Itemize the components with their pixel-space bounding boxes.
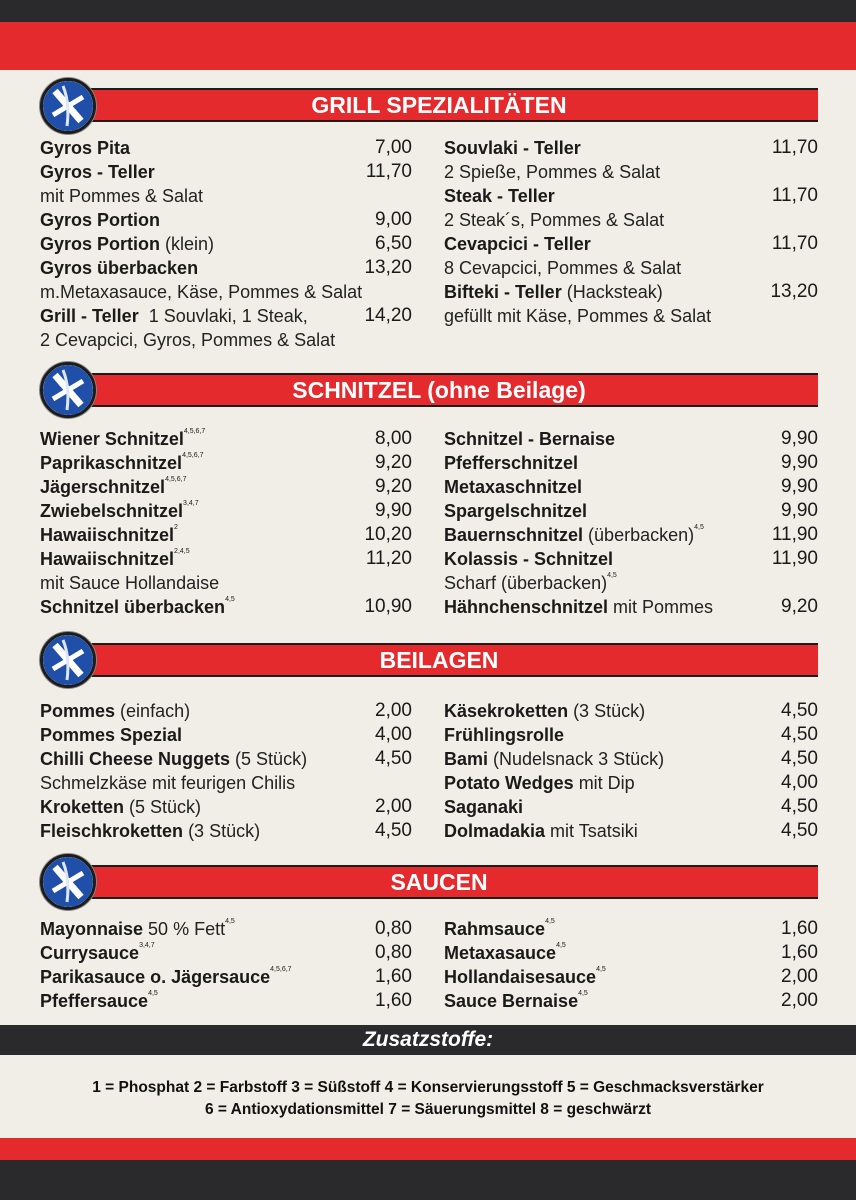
menu-item xyxy=(444,747,818,771)
menu-item xyxy=(40,475,412,499)
item-name: Chilli Cheese Nuggets xyxy=(40,749,231,769)
item-detail: mit Pommes xyxy=(608,597,714,617)
menu-column-left xyxy=(40,136,412,352)
menu-item xyxy=(40,232,412,256)
menu-column-left xyxy=(40,699,412,843)
menu-item xyxy=(444,523,818,547)
additives-title: Zusatzstoffe: xyxy=(0,1025,856,1055)
additive-footnote: 4,5 xyxy=(596,966,606,973)
item-name: Pommes xyxy=(40,701,116,721)
item-name: Metaxaschnitzel xyxy=(444,477,583,497)
item-price: 14,20 xyxy=(364,305,412,326)
item-price: 2,00 xyxy=(781,966,818,987)
item-price: 13,20 xyxy=(364,257,412,278)
item-name: Zwiebelschnitzel xyxy=(40,501,184,521)
item-price: 11,70 xyxy=(771,233,818,254)
menu-item xyxy=(40,304,412,328)
section-title: BEILAGEN xyxy=(60,643,818,677)
menu-item xyxy=(444,941,818,965)
item-name: Metaxasauce xyxy=(444,943,557,963)
item-price: 4,50 xyxy=(375,748,412,769)
item-detail: mit Dip xyxy=(573,773,635,793)
item-name: Paprikaschnitzel xyxy=(40,453,183,473)
item-price: 10,20 xyxy=(364,524,412,545)
item-detail: 1 Souvlaki, 1 Steak, xyxy=(138,306,308,326)
additive-footnote: 4,5 xyxy=(225,596,235,603)
greek-flag-badge-icon xyxy=(40,632,96,688)
item-price: 7,00 xyxy=(375,137,412,158)
menu-item xyxy=(40,499,412,523)
item-detail: (klein) xyxy=(160,234,215,254)
item-detail: mit Sauce Hollandaise xyxy=(40,573,220,593)
menu-item-description xyxy=(40,571,412,595)
item-price: 9,90 xyxy=(781,452,818,473)
additive-footnote: 4,5,6,7 xyxy=(165,476,187,483)
additives-line-1: 1 = Phosphat 2 = Farbstoff 3 = Süßstoff 4 = Konservierungsstoff 5 = Geschmacksverstärker xyxy=(92,1079,764,1096)
item-name: Hawaiischnitzel xyxy=(40,525,175,545)
item-price: 10,90 xyxy=(364,596,412,617)
item-name: Rahmsauce xyxy=(444,919,546,939)
item-price: 9,00 xyxy=(375,209,412,230)
item-name: Sauce Bernaise xyxy=(444,991,579,1011)
item-name: Pfefferschnitzel xyxy=(444,453,579,473)
additives-line-2: 6 = Antioxydationsmittel 7 = Säuerungsmittel 8 = geschwärzt xyxy=(204,1101,652,1118)
menu-item xyxy=(444,771,818,795)
item-name: Gyros Portion xyxy=(40,210,161,230)
item-detail: 2 Cevapcici, Gyros, Pommes & Salat xyxy=(40,330,336,350)
item-detail: m.Metaxasauce, Käse, Pommes & Salat xyxy=(40,282,363,302)
item-name: Fleischkroketten xyxy=(40,821,184,841)
menu-item-description xyxy=(444,208,818,232)
item-name: Cevapcici - Teller xyxy=(444,234,591,254)
item-price: 9,20 xyxy=(375,452,412,473)
item-detail: 2 Steak´s, Pommes & Salat xyxy=(444,210,665,230)
item-name: Grill - Teller xyxy=(40,306,139,326)
menu-item xyxy=(40,136,412,160)
item-name: Käsekroketten xyxy=(444,701,569,721)
item-detail: mit Tsatsiki xyxy=(545,821,638,841)
item-price: 11,70 xyxy=(771,185,818,206)
item-detail: gefüllt mit Käse, Pommes & Salat xyxy=(444,306,712,326)
item-detail: 8 Cevapcici, Pommes & Salat xyxy=(444,258,682,278)
additive-footnote: 3,4,7 xyxy=(183,500,199,507)
menu-item xyxy=(444,795,818,819)
additive-footnote: 4,5 xyxy=(578,990,588,997)
menu-item xyxy=(444,595,818,619)
item-price: 2,00 xyxy=(375,796,412,817)
item-price: 9,90 xyxy=(781,428,818,449)
item-name: Parikasauce o. Jägersauce xyxy=(40,967,271,987)
item-price: 1,60 xyxy=(781,942,818,963)
item-price: 1,60 xyxy=(375,990,412,1011)
additive-footnote: 4,5,6,7 xyxy=(183,428,206,435)
section-title: SAUCEN xyxy=(60,865,818,899)
menu-item xyxy=(40,547,412,571)
item-name: Souvlaki - Teller xyxy=(444,138,581,158)
item-price: 0,80 xyxy=(375,942,412,963)
menu-item xyxy=(444,499,818,523)
item-name: Gyros Pita xyxy=(40,138,131,158)
menu-item xyxy=(444,917,818,941)
bottom-dark-bar xyxy=(0,1160,856,1200)
menu-item-description xyxy=(40,771,412,795)
item-name: Pfeffersauce xyxy=(40,991,149,1011)
item-detail: (3 Stück) xyxy=(568,701,646,721)
section-title: SCHNITZEL (ohne Beilage) xyxy=(60,373,818,407)
menu-column-right xyxy=(444,917,818,1013)
additive-footnote: 4,5,6,7 xyxy=(182,452,204,459)
item-name: Schnitzel überbacken xyxy=(40,597,226,617)
item-price: 4,50 xyxy=(781,724,818,745)
item-name: Dolmadakia xyxy=(444,821,546,841)
menu-item xyxy=(444,965,818,989)
menu-item xyxy=(444,723,818,747)
menu-item xyxy=(40,819,412,843)
menu-item-description xyxy=(444,256,818,280)
menu-item-description xyxy=(40,328,412,352)
item-price: 4,50 xyxy=(781,796,818,817)
menu-item-description xyxy=(444,160,818,184)
additive-footnote: 4,5,6,7 xyxy=(270,966,292,973)
item-price: 8,00 xyxy=(375,428,412,449)
item-detail: Schmelzkäse mit feurigen Chilis xyxy=(40,773,296,793)
menu-column-right xyxy=(444,699,818,843)
item-name: Schnitzel - Bernaise xyxy=(444,429,616,449)
menu-item xyxy=(444,699,818,723)
item-name: Gyros - Teller xyxy=(40,162,155,182)
item-name: Kolassis - Schnitzel xyxy=(444,549,614,569)
item-name: Saganaki xyxy=(444,797,524,817)
additive-footnote: 4,5 xyxy=(556,942,566,949)
item-price: 4,50 xyxy=(781,700,818,721)
menu-column-left xyxy=(40,427,412,619)
item-name: Gyros Portion xyxy=(40,234,161,254)
item-price: 9,20 xyxy=(781,596,818,617)
menu-item-description xyxy=(444,571,818,595)
item-price: 11,20 xyxy=(365,548,412,569)
item-detail: (3 Stück) xyxy=(183,821,261,841)
menu-item xyxy=(444,451,818,475)
item-detail: (überbacken) xyxy=(583,525,695,545)
item-price: 11,90 xyxy=(771,548,818,569)
additive-footnote: 4,5 xyxy=(545,918,555,925)
bottom-red-bar xyxy=(0,1138,856,1160)
greek-flag-badge-icon xyxy=(40,854,96,910)
item-name: Bauernschnitzel xyxy=(444,525,584,545)
item-name: Potato Wedges xyxy=(444,773,574,793)
menu-item xyxy=(40,965,412,989)
additive-footnote: 4,5 xyxy=(148,990,158,997)
menu-item xyxy=(444,280,818,304)
greek-flag-badge-icon xyxy=(40,78,96,134)
menu-item xyxy=(40,160,412,184)
item-detail: (Nudelsnack 3 Stück) xyxy=(488,749,665,769)
menu-item xyxy=(40,917,412,941)
item-price: 11,90 xyxy=(771,524,818,545)
item-name: Pommes Spezial xyxy=(40,725,183,745)
item-price: 9,20 xyxy=(375,476,412,497)
menu-item xyxy=(40,989,412,1013)
menu-item-description xyxy=(40,280,412,304)
item-detail: 2 Spieße, Pommes & Salat xyxy=(444,162,661,182)
item-price: 4,50 xyxy=(375,820,412,841)
top-dark-bar xyxy=(0,0,856,22)
menu-item xyxy=(444,427,818,451)
item-price: 9,90 xyxy=(781,500,818,521)
menu-item xyxy=(40,699,412,723)
item-detail: (5 Stück) xyxy=(230,749,308,769)
item-price: 9,90 xyxy=(781,476,818,497)
item-price: 9,90 xyxy=(375,500,412,521)
item-price: 4,50 xyxy=(781,748,818,769)
item-price: 4,00 xyxy=(375,724,412,745)
menu-item-description xyxy=(40,184,412,208)
menu-item xyxy=(444,232,818,256)
item-price: 1,60 xyxy=(781,918,818,939)
item-name: Bifteki - Teller xyxy=(444,282,562,302)
item-detail: (einfach) xyxy=(115,701,191,721)
item-name: Wiener Schnitzel xyxy=(40,429,184,449)
menu-item xyxy=(444,819,818,843)
menu-item xyxy=(444,136,818,160)
item-price: 4,50 xyxy=(781,820,818,841)
greek-flag-badge-icon xyxy=(40,362,96,418)
section-title: GRILL SPEZIALITÄTEN xyxy=(60,88,818,122)
menu-item xyxy=(40,747,412,771)
item-name: Steak - Teller xyxy=(444,186,555,206)
additive-footnote: 2,4,5 xyxy=(174,548,190,555)
menu-item xyxy=(40,723,412,747)
item-name: Kroketten xyxy=(40,797,125,817)
item-detail: (5 Stück) xyxy=(124,797,202,817)
menu-item-description xyxy=(444,304,818,328)
item-name: Mayonnaise xyxy=(40,919,144,939)
menu-item xyxy=(40,523,412,547)
item-price: 11,70 xyxy=(365,161,412,182)
additive-footnote: 3,4,7 xyxy=(139,942,155,949)
menu-item xyxy=(40,595,412,619)
item-price: 2,00 xyxy=(781,990,818,1011)
item-name: Spargelschnitzel xyxy=(444,501,588,521)
item-price: 1,60 xyxy=(375,966,412,987)
item-name: Frühlingsrolle xyxy=(444,725,565,745)
item-price: 4,00 xyxy=(781,772,818,793)
menu-item xyxy=(444,475,818,499)
item-detail: mit Pommes & Salat xyxy=(40,186,204,206)
item-name: Gyros überbacken xyxy=(40,258,199,278)
item-name: Hähnchenschnitzel xyxy=(444,597,609,617)
menu-item xyxy=(40,208,412,232)
top-red-bar xyxy=(0,22,856,70)
menu-column-right xyxy=(444,427,818,619)
item-detail: 50 % Fett xyxy=(143,919,226,939)
item-detail: (Hacksteak) xyxy=(561,282,663,302)
additive-footnote: 2 xyxy=(174,524,178,531)
item-price: 2,00 xyxy=(375,700,412,721)
item-name: Currysauce xyxy=(40,943,140,963)
menu-item xyxy=(40,427,412,451)
item-price: 13,20 xyxy=(770,281,818,302)
menu-item xyxy=(40,941,412,965)
menu-item xyxy=(40,256,412,280)
item-name: Hollandaisesauce xyxy=(444,967,597,987)
menu-column-right xyxy=(444,136,818,328)
menu-column-left xyxy=(40,917,412,1013)
item-price: 0,80 xyxy=(375,918,412,939)
additive-footnote: 4,5 xyxy=(225,918,235,925)
item-detail: Scharf (überbacken) xyxy=(444,573,608,593)
additive-footnote: 4,5 xyxy=(694,524,704,531)
item-price: 6,50 xyxy=(375,233,412,254)
menu-item xyxy=(444,184,818,208)
menu-item xyxy=(40,795,412,819)
menu-item xyxy=(40,451,412,475)
additive-footnote: 4,5 xyxy=(607,572,617,579)
item-name: Bami xyxy=(444,749,489,769)
item-name: Jägerschnitzel xyxy=(40,477,166,497)
item-price: 11,70 xyxy=(771,137,818,158)
menu-item xyxy=(444,989,818,1013)
menu-item xyxy=(444,547,818,571)
item-name: Hawaiischnitzel xyxy=(40,549,175,569)
